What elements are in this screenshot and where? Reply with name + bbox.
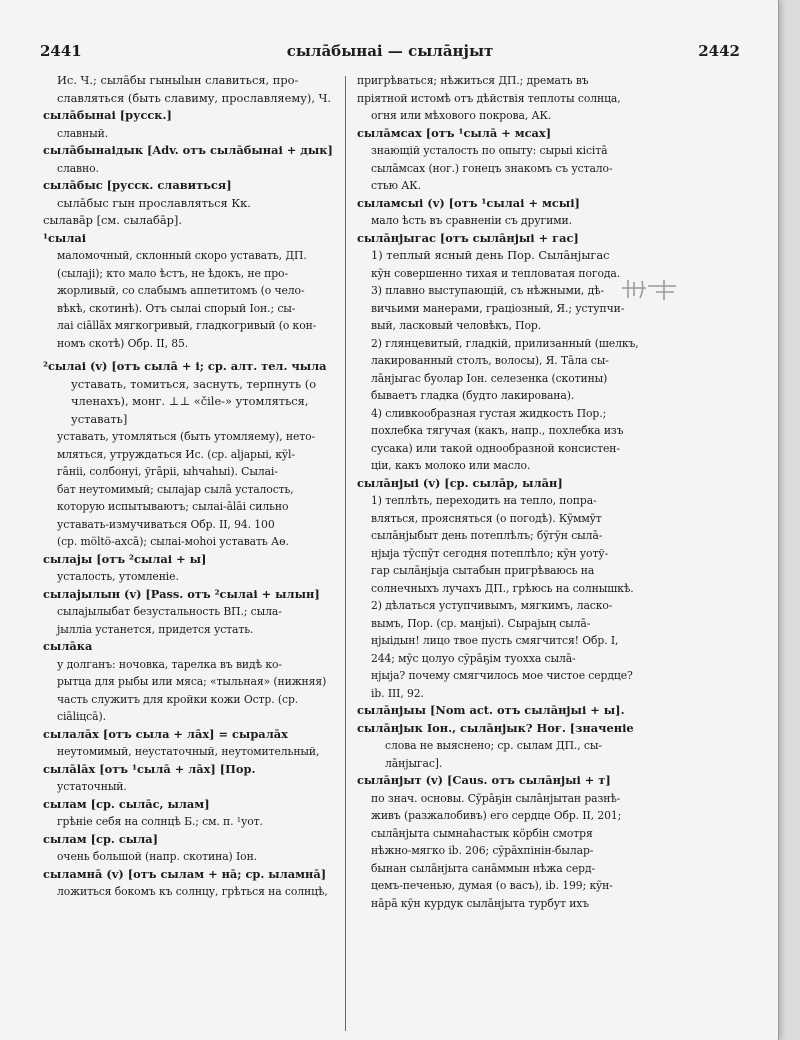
- entry-headword-line: сылалāх [отъ сыла + лāх] = сыралāх: [43, 726, 288, 741]
- entry-text-line: сылāнјыбыт день потеплѣлъ; бỹгỹн сылā-: [371, 529, 603, 542]
- entry-text-line: ib. III, 92.: [371, 686, 424, 700]
- entry-text-line: слова не выяснено; ср. сылам ДП., сы-: [385, 739, 602, 752]
- entry-text-line: уставать]: [71, 411, 128, 426]
- entry-text-line: славный.: [57, 126, 109, 140]
- left-column: [43, 72, 338, 901]
- entry-text-line: очень большой (напр. скотина) Іон.: [57, 850, 257, 863]
- entry-text-line: мало ѣсть въ сравненіи съ другими.: [371, 214, 572, 227]
- entry-text-line: славно.: [57, 161, 99, 175]
- entry-text-line: 1) теплый ясный день Пор. Сылāнјыгас: [371, 248, 610, 262]
- entry-text-line: сылаjылыбат безустальность ВП.; сыла-: [57, 605, 282, 618]
- entry-text-line: сылавāр [см. сылабāр].: [43, 213, 182, 227]
- entry-text-line: которую испытываютъ; сылаі-ālāі сильно: [57, 500, 289, 513]
- entry-text-line: гар сылāнјыја сытабын пригрѣваюсь на: [371, 564, 595, 577]
- entry-text-line: нѣжно-мягко ib. 206; сỹрāхпінін-былар-: [371, 844, 594, 857]
- entry-text-line: солнечныхъ лучахъ ДП., грѣюсь на солнышкѣ.: [371, 581, 634, 595]
- entry-text-line: Ис. Ч.; сылāбы гыныlын славиться, про-: [57, 73, 299, 87]
- entry-text-line: ложиться бокомъ къ солнцу, грѣться на солнцѣ,: [57, 885, 328, 898]
- entry-text-line: маломочный, склонный скоро уставать, ДП.: [57, 249, 307, 262]
- entry-headword-line: сылаjылын (v) [Pass. отъ ²сылаі + ылын]: [43, 586, 320, 601]
- entry-text-line: 4) сливкообразная густая жидкость Пор.;: [371, 406, 607, 420]
- entry-text-line: лаі сіāllāх мягкогривый, гладкогривый (о кон-: [57, 319, 317, 332]
- entry-text-line: 2) глянцевитый, гладкій, прилизанный (шелкъ,: [371, 336, 639, 350]
- entry-text-line: jылліа устанется, придется устать.: [57, 622, 254, 636]
- entry-text-line: нјыідын! лицо твое пусть смягчится! Обр. I,: [371, 634, 619, 647]
- entry-text-line: 2) дѣлаться уступчивымъ, мягкимъ, ласко-: [371, 599, 613, 612]
- entry-text-line: уставать-измучиваться Обр. II, 94. 100: [57, 517, 275, 531]
- entry-headword-line: ¹сылаі: [43, 230, 87, 245]
- entry-text-line: грѣніе себя на солнцѣ Б.; см. п. ¹уот.: [57, 815, 263, 828]
- entry-text-line: нāрā кỹн курдук сылāнјыта турбут ихъ: [371, 896, 590, 910]
- entry-headword-line: сылāнјык Іон., сылāнјык? Ноғ. [значеніе: [357, 720, 634, 735]
- entry-text-line: часть служитъ для кройки кожи Остр. (ср.: [57, 692, 299, 706]
- entry-text-line: лāнјыгас].: [385, 756, 443, 770]
- entry-text-line: сылāмсах (ног.) гонецъ знакомъ съ устало-: [371, 161, 613, 175]
- entry-text-line: вымъ, Пор. (ср. манјыі). Сырајың сылā-: [371, 616, 591, 630]
- entry-text-line: знающій усталость по опыту: сырыі кісітā: [371, 144, 608, 157]
- entry-headword-line: сылāнјыі (v) [ср. сылāр, ылāн]: [357, 475, 563, 490]
- entry-headword-line: сылāка: [43, 639, 93, 653]
- entry-headword-line: сылам [ср. сыла]: [43, 831, 159, 846]
- entry-text-line: (сылаjі); кто мало ѣстъ, не ѣдокъ, не про-: [57, 266, 289, 280]
- entry-text-line: номъ скотѣ) Обр. II, 85.: [57, 336, 189, 350]
- page-number-left: 2441: [40, 42, 82, 60]
- entry-headword-line: сыламнā (v) [отъ сылам + нā; ср. ыламнā]: [43, 866, 327, 881]
- entry-text-line: огня или мѣхового покрова, АК.: [371, 109, 552, 122]
- entry-text-line: 3) плавно выступающій, съ нѣжными, дѣ-: [371, 284, 605, 297]
- entry-text-line: живъ (разжалобивъ) его сердце Обр. II, 201;: [371, 809, 622, 822]
- entry-text-line: пригрѣваться; нѣжиться ДП.; дремать въ: [357, 74, 589, 87]
- entry-text-line: жорливый, со слабымъ аппетитомъ (о чело-: [57, 284, 305, 297]
- entry-text-line: вый, ласковый человѣкъ, Пор.: [371, 319, 542, 332]
- page-header: [40, 42, 740, 66]
- entry-text-line: членахъ), монг. ⊥⊥ «čile-» утомляться,: [71, 394, 309, 408]
- entry-text-line: рытца для рыбы или мяса; «тыльная» (нижняя): [57, 675, 327, 688]
- entry-headword-line: сылāбыс [русск. славиться]: [43, 178, 232, 192]
- entry-text-line: по знач. основы. Сỹрāҕін сылāнјытан разнѣ-: [371, 791, 621, 805]
- entry-text-line: 244; мỹс цолуо сỹрāҕім туохха сылā-: [371, 651, 576, 665]
- entry-headword-line: ²сылаі (v) [отъ сылā + і; ср. алт. тел. чыла: [43, 359, 327, 373]
- entry-text-line: гāніі, солбонуі, ўгāріі, ыhчаhыі). Сылаі-: [57, 465, 278, 478]
- entry-headword-line: сылаjы [отъ ²сылаі + ы]: [43, 551, 207, 566]
- entry-text-line: устаточный.: [57, 780, 127, 793]
- entry-text-line: вичьими манерами, граціозный, Я.; уступчи-: [371, 301, 625, 315]
- column-divider: [345, 76, 346, 1031]
- entry-text-line: (ср. möltö-ахсā); сылаі-моhоі уставать Аө.: [57, 535, 289, 548]
- entry-headword-line: сылāнјыгас [отъ сылāнјыі + гас]: [357, 230, 579, 245]
- entry-headword-line: сылālāх [отъ ¹сылā + лāх] [Пор.: [43, 761, 256, 776]
- entry-text-line: вляться, проясняться (о погодѣ). Кỹммỹт: [371, 511, 602, 525]
- entry-text-line: уставать, томиться, заснуть, терпнуть (о: [71, 376, 317, 391]
- entry-text-line: кỹн совершенно тихая и тепловатая погода.: [371, 266, 621, 280]
- entry-text-line: мляться, утруждаться Ис. (ср. аljарыі, кỹl-: [57, 447, 295, 461]
- entry-text-line: похлебка тягучая (какъ, напр., похлебка изъ: [371, 424, 624, 437]
- entry-text-line: сіāliцсā).: [57, 710, 106, 723]
- handwritten-annotation: [620, 276, 680, 302]
- entry-text-line: бынан сылāнјыта санāммын нѣжа серд-: [371, 861, 596, 875]
- entry-text-line: сылāнјыта сымнаhастык кöрбін смотря: [371, 826, 593, 840]
- entry-text-line: уставать, утомляться (быть утомляему), нето-: [57, 430, 316, 443]
- entry-text-line: усталость, утомленіе.: [57, 570, 179, 583]
- entry-headword-line: сылāбынаі [русск.]: [43, 108, 172, 122]
- entry-text-line: пріятной истомѣ отъ дѣйствія теплоты солнца,: [357, 91, 621, 105]
- entry-headword-line: сылāнјыы [Nom act. отъ сылāнјыі + ы].: [357, 703, 625, 717]
- entry-text-line: 1) теплѣть, переходить на тепло, попра-: [371, 494, 597, 507]
- entry-text-line: лакированный столъ, волосы), Я. Тāла сы-: [371, 354, 609, 367]
- entry-text-line: нјыја тỹспỹт сегодня потеплѣло; кỹн уотў-: [371, 546, 609, 560]
- entry-headword-line: сыламсыі (v) [отъ ¹сылаі + мсыі]: [357, 195, 580, 210]
- entry-text-line: вѣкѣ, скотинѣ). Отъ сылаі спорый Іон.; сы-: [57, 301, 296, 315]
- entry-headword-line: сылāбынаідык [Adv. отъ сылāбынаі + дык]: [43, 143, 333, 157]
- entry-text-line: ціи, какъ молоко или масло.: [371, 459, 531, 472]
- entry-text-line: сусака) или такой однообразной консистен-: [371, 441, 620, 455]
- entry-text-line: лāнјыгас буолар Іон. селезенка (скотины): [371, 371, 608, 385]
- entry-text-line: у долганъ: ночовка, тарелка въ видѣ ко-: [57, 657, 282, 671]
- entry-headword-line: сылāмсах [отъ ¹сылā + мсах]: [357, 125, 552, 140]
- entry-text-line: сылāбыс гын прославляться Кк.: [57, 195, 251, 210]
- entry-headword-line: сылāнјыт (v) [Caus. отъ сылāнјыі + т]: [357, 773, 611, 787]
- entry-text-line: славляться (быть славиму, прославляему), Ч.: [57, 90, 332, 105]
- right-column: [357, 72, 644, 912]
- entry-text-line: стью АК.: [371, 179, 421, 192]
- running-head: сылāбынаі — сылāнјыт: [286, 42, 494, 60]
- entry-text-line: неутомимый, неустаточный, неутомительный,: [57, 745, 320, 758]
- entry-text-line: бываетъ гладка (будто лакирована).: [371, 389, 575, 402]
- entry-text-line: бат неутомимый; сылаjар сылā усталость,: [57, 482, 294, 496]
- entry-headword-line: сылам [ср. сылāс, ылам]: [43, 796, 210, 811]
- page-number-right: 2442: [698, 42, 740, 60]
- entry-text-line: цемъ-печенью, думая (о васъ), ib. 199; кỹн-: [371, 879, 613, 892]
- entry-text-line: нјыја? почему смягчилось мое чистое сердце?: [371, 669, 633, 682]
